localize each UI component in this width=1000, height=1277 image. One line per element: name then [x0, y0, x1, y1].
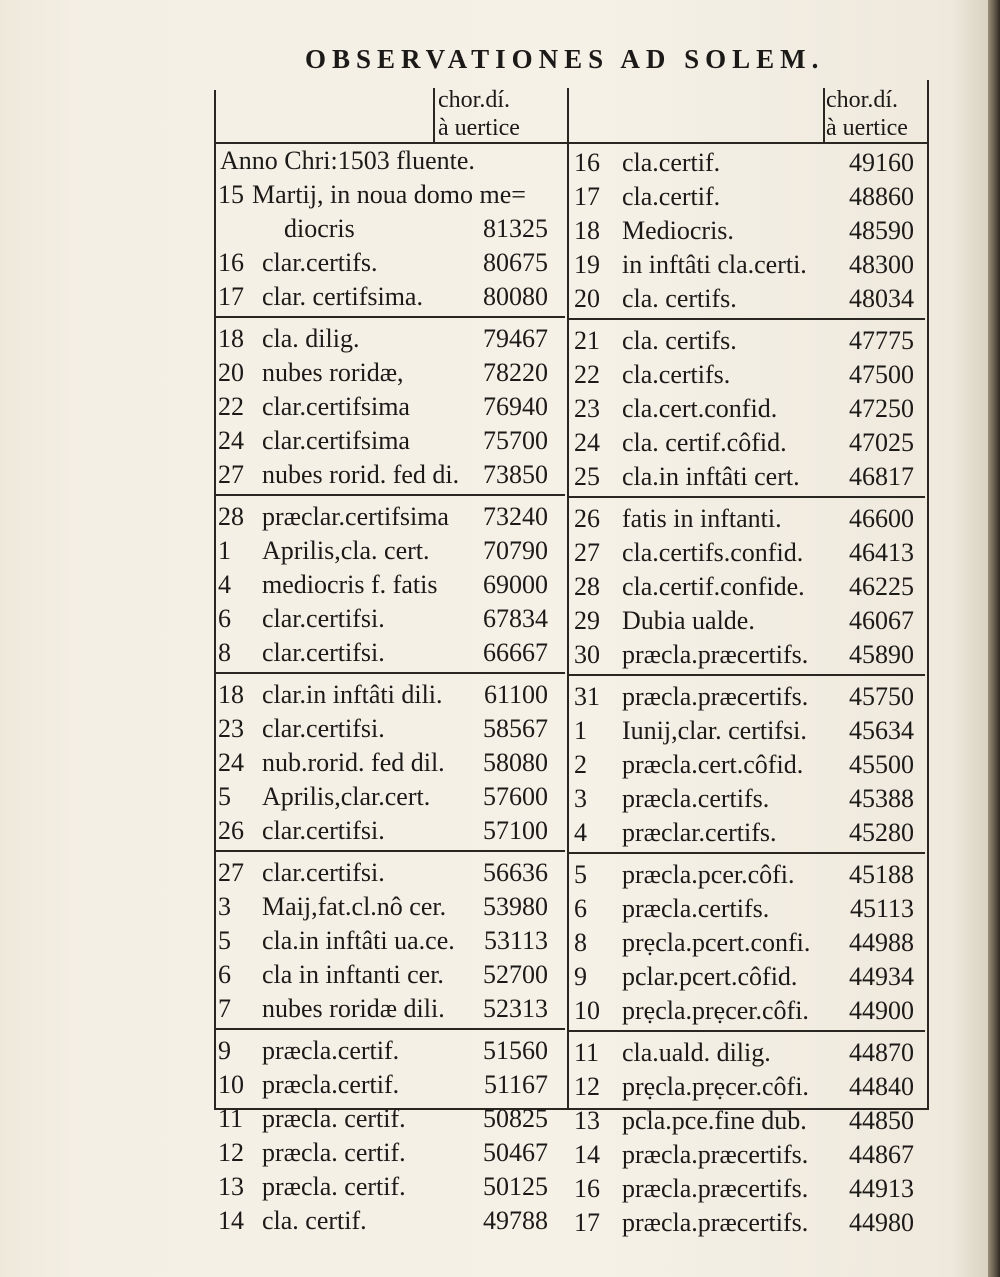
intro-line-2 [218, 178, 563, 212]
row-description: præclar.certifs. [622, 818, 777, 847]
row-value: 70790 [483, 536, 548, 565]
row-value: 50467 [483, 1138, 548, 1167]
row-day: 11 [218, 1104, 244, 1133]
row-value: 46817 [849, 462, 914, 491]
row-description: pclar.pcert.côfid. [622, 962, 798, 991]
row-description: Dubia ualde. [622, 606, 755, 635]
row-description: pcla.pce.fine dub. [622, 1106, 807, 1135]
table-row [574, 1070, 914, 1104]
left-column-header [438, 86, 520, 142]
row-day: 30 [574, 640, 600, 669]
row-day: 6 [218, 960, 231, 989]
row-value: 45113 [849, 894, 914, 923]
table-row [574, 680, 914, 714]
table-row [218, 992, 548, 1026]
right-column-header [826, 86, 908, 142]
row-day: 9 [574, 962, 587, 991]
row-value: 47775 [849, 326, 914, 355]
table-row [574, 1172, 914, 1206]
table-row [218, 246, 548, 280]
row-description: cla.in inftâti cert. [622, 462, 800, 491]
row-day: 11 [574, 1038, 600, 1067]
row-value: 44840 [849, 1072, 914, 1101]
row-day: 9 [218, 1036, 231, 1065]
row-value: 46225 [849, 572, 914, 601]
row-day: 24 [574, 428, 600, 457]
row-description: præcla. certif. [262, 1138, 406, 1167]
row-day: 14 [218, 1206, 244, 1235]
row-value: 44988 [849, 928, 914, 957]
row-day: 25 [574, 462, 600, 491]
table-row [218, 958, 548, 992]
row-day: 26 [218, 816, 244, 845]
table-row [574, 960, 914, 994]
row-description: clar.certifsima [262, 392, 410, 421]
row-value: 44870 [849, 1038, 914, 1067]
row-description: nub.rorid. fed dil. [262, 748, 445, 777]
group-separator-rule [214, 672, 565, 674]
row-description: Aprilis,cla. cert. [262, 536, 430, 565]
table-row [574, 1104, 914, 1138]
row-description: cla. certifs. [622, 284, 737, 313]
table-row [574, 460, 914, 494]
row-description: præcla.pcer.côfi. [622, 860, 795, 889]
table-row [218, 322, 548, 356]
table-row [218, 1170, 548, 1204]
row-value: 61100 [483, 680, 548, 709]
row-day: 8 [218, 638, 231, 667]
right-header-line1: chor.dí. [826, 87, 898, 113]
row-value: 49160 [849, 148, 914, 177]
row-value: 46413 [849, 538, 914, 567]
row-description: præcla.præcertifs. [622, 1174, 809, 1203]
table-row [218, 1034, 548, 1068]
row-description: præcla.præcertifs. [622, 640, 809, 669]
row-description: clar.certifsi. [262, 638, 385, 667]
row-description: clar.certifsi. [262, 714, 385, 743]
row-value: 56636 [483, 858, 548, 887]
row-description: cla. certif. [262, 1206, 367, 1235]
table-row [218, 568, 548, 602]
row-day: 12 [574, 1072, 600, 1101]
row-day: 21 [574, 326, 600, 355]
row-value: 52313 [483, 994, 548, 1023]
row-value: 80675 [483, 248, 548, 277]
table-row [574, 426, 914, 460]
row-value: 46600 [849, 504, 914, 533]
row-value: 52700 [483, 960, 548, 989]
group-separator-rule [214, 850, 565, 852]
left-header-line1: chor.dí. [438, 87, 510, 113]
row-description: præcla. certif. [262, 1104, 406, 1133]
table-row [574, 248, 914, 282]
row-value: 53980 [483, 892, 548, 921]
row-day: 24 [218, 426, 244, 455]
table-row [574, 604, 914, 638]
row-description: præcla.præcertifs. [622, 1140, 809, 1169]
row-description: cla.certif.confide. [622, 572, 805, 601]
row-day: 10 [574, 996, 600, 1025]
table-row [574, 638, 914, 672]
row-value: 48300 [849, 250, 914, 279]
row-value: 73240 [483, 502, 548, 531]
table-row [218, 1102, 548, 1136]
table-row [574, 1206, 914, 1240]
row-day: 22 [218, 392, 244, 421]
row-description: Mediocris. [622, 216, 734, 245]
header-bracket-left [433, 88, 435, 142]
row-value: 44867 [849, 1140, 914, 1169]
row-value: 44980 [849, 1208, 914, 1237]
row-description: præcla.cert.côfid. [622, 750, 804, 779]
intro-line-1 [218, 144, 563, 178]
row-description: præcla.præcertifs. [622, 682, 809, 711]
intro-line-3-value: 81325 [483, 214, 548, 243]
row-value: 67834 [483, 604, 548, 633]
row-day: 2 [574, 750, 587, 779]
row-description: prẹcla.prẹcer.côfi. [622, 1072, 809, 1101]
row-description: præcla.certifs. [622, 784, 770, 813]
row-description: præcla.præcertifs. [622, 1208, 809, 1237]
row-value: 73850 [483, 460, 548, 489]
row-value: 66667 [483, 638, 548, 667]
row-day: 16 [218, 248, 244, 277]
row-description: fatis in inftanti. [622, 504, 782, 533]
table-row [218, 746, 548, 780]
group-separator-rule [214, 1028, 565, 1030]
row-value: 69000 [483, 570, 548, 599]
table-row [218, 602, 548, 636]
row-description: cla.certif. [622, 182, 721, 211]
row-day: 18 [218, 680, 244, 709]
row-description: prẹcla.pcert.confi. [622, 928, 811, 957]
row-value: 44934 [849, 962, 914, 991]
group-separator-rule [569, 496, 925, 498]
row-day: 28 [574, 572, 600, 601]
group-separator-rule [214, 316, 565, 318]
row-description: Iunij,clar. certifsi. [622, 716, 807, 745]
row-day: 23 [218, 714, 244, 743]
row-day: 8 [574, 928, 587, 957]
intro-line-1-text: Anno Chri:1503 fluente. [220, 146, 475, 175]
row-value: 47500 [849, 360, 914, 389]
intro-line-3 [218, 212, 548, 246]
row-description: præcla.certifs. [622, 894, 770, 923]
row-day: 31 [574, 682, 600, 711]
row-day: 26 [574, 504, 600, 533]
row-day: 4 [574, 818, 587, 847]
row-value: 50825 [483, 1104, 548, 1133]
row-description: clar.certifsima [262, 426, 410, 455]
row-value: 48590 [849, 216, 914, 245]
row-day: 6 [574, 894, 587, 923]
row-value: 45750 [849, 682, 914, 711]
row-description: præcla.certif. [262, 1070, 400, 1099]
table-row [218, 280, 548, 314]
row-value: 44900 [849, 996, 914, 1025]
row-description: nubes rorid. fed di. [262, 460, 460, 489]
row-description: cla. certif.côfid. [622, 428, 787, 457]
row-value: 45388 [849, 784, 914, 813]
row-day: 12 [218, 1138, 244, 1167]
row-day: 17 [574, 182, 600, 211]
row-description: præclar.certifsima [262, 502, 449, 531]
row-description: cla.uald. dilig. [622, 1038, 771, 1067]
row-description: cla in inftanti cer. [262, 960, 444, 989]
row-value: 45634 [849, 716, 914, 745]
table-row [218, 424, 548, 458]
table-row [574, 892, 914, 926]
row-description: mediocris f. fatis [262, 570, 438, 599]
table-row [218, 712, 548, 746]
table-row [574, 502, 914, 536]
table-row [218, 814, 548, 848]
row-day: 14 [574, 1140, 600, 1169]
row-value: 45890 [849, 640, 914, 669]
row-value: 79467 [483, 324, 548, 353]
row-description: in inftâti cla.certi. [622, 250, 807, 279]
row-day: 27 [574, 538, 600, 567]
table-row [574, 816, 914, 850]
page-edge-shadow [988, 0, 1000, 1277]
group-separator-rule [569, 852, 925, 854]
table-row [218, 1204, 548, 1238]
intro-day: 15 [218, 180, 244, 209]
table-row [218, 780, 548, 814]
right-table-border [927, 80, 929, 1110]
row-day: 23 [574, 394, 600, 423]
row-day: 13 [218, 1172, 244, 1201]
table-row [218, 924, 548, 958]
row-value: 48034 [849, 284, 914, 313]
row-day: 16 [574, 148, 600, 177]
row-description: prẹcla.prẹcer.côfi. [622, 996, 809, 1025]
row-description: clar. certifsima. [262, 282, 423, 311]
row-description: cla.certifs. [622, 360, 731, 389]
row-value: 50125 [483, 1172, 548, 1201]
table-row [218, 390, 548, 424]
row-value: 49788 [483, 1206, 548, 1235]
table-row [218, 636, 548, 670]
row-value: 58567 [483, 714, 548, 743]
row-day: 5 [218, 782, 231, 811]
row-day: 3 [574, 784, 587, 813]
row-day: 24 [218, 748, 244, 777]
table-row [574, 858, 914, 892]
header-bracket-right [823, 88, 825, 142]
row-day: 7 [218, 994, 231, 1023]
row-description: cla. dilig. [262, 324, 360, 353]
table-row [574, 926, 914, 960]
table-row [218, 356, 548, 390]
row-day: 5 [574, 860, 587, 889]
row-value: 58080 [483, 748, 548, 777]
row-description: clar.certifsi. [262, 604, 385, 633]
row-value: 45280 [849, 818, 914, 847]
table-row [574, 1036, 914, 1070]
row-description: præcla.certif. [262, 1036, 400, 1065]
table-row [574, 214, 914, 248]
row-day: 28 [218, 502, 244, 531]
row-day: 3 [218, 892, 231, 921]
right-header-line2: à uertice [826, 115, 908, 141]
table-row [574, 146, 914, 180]
left-table-border [214, 90, 216, 1110]
row-day: 20 [574, 284, 600, 313]
row-description: nubes roridæ, [262, 358, 404, 387]
row-day: 6 [218, 604, 231, 633]
left-header-line2: à uertice [438, 115, 520, 141]
row-description: cla.certif. [622, 148, 721, 177]
row-day: 16 [574, 1174, 600, 1203]
table-row [218, 890, 548, 924]
row-day: 27 [218, 858, 244, 887]
row-value: 45500 [849, 750, 914, 779]
row-value: 44913 [849, 1174, 914, 1203]
row-description: Maij,fat.cl.nô cer. [262, 892, 447, 921]
row-value: 80080 [483, 282, 548, 311]
center-table-divider [567, 88, 569, 1110]
table-row [574, 782, 914, 816]
row-description: clar.certifs. [262, 248, 378, 277]
table-row [574, 536, 914, 570]
row-value: 47250 [849, 394, 914, 423]
row-description: præcla. certif. [262, 1172, 406, 1201]
row-day: 27 [218, 460, 244, 489]
table-row [574, 714, 914, 748]
row-day: 13 [574, 1106, 600, 1135]
header-rule-right [567, 142, 927, 144]
row-value: 78220 [483, 358, 548, 387]
table-row [574, 1138, 914, 1172]
intro-line-3-text: diocris [284, 214, 355, 243]
table-row [574, 570, 914, 604]
row-day: 10 [218, 1070, 244, 1099]
row-description: clar.in inftâti dili. [262, 680, 443, 709]
row-day: 4 [218, 570, 231, 599]
row-day: 1 [574, 716, 587, 745]
table-row [574, 994, 914, 1028]
table-row [574, 324, 914, 358]
group-separator-rule [569, 318, 925, 320]
row-value: 48860 [849, 182, 914, 211]
row-day: 17 [218, 282, 244, 311]
row-description: clar.certifsi. [262, 858, 385, 887]
table-row [218, 500, 548, 534]
row-value: 47025 [849, 428, 914, 457]
row-description: clar.certifsi. [262, 816, 385, 845]
row-day: 19 [574, 250, 600, 279]
group-separator-rule [214, 494, 565, 496]
row-value: 46067 [849, 606, 914, 635]
table-row [218, 1136, 548, 1170]
row-description: cla.in inftâti ua.ce. [262, 926, 455, 955]
row-day: 18 [574, 216, 600, 245]
row-description: cla.cert.confid. [622, 394, 778, 423]
row-day: 5 [218, 926, 231, 955]
row-value: 45188 [849, 860, 914, 889]
table-row [218, 534, 548, 568]
table-row [574, 392, 914, 426]
intro-line-2-text: Martij, in noua domo me= [252, 180, 526, 209]
row-day: 17 [574, 1208, 600, 1237]
row-day: 1 [218, 536, 231, 565]
row-value: 57100 [483, 816, 548, 845]
row-day: 20 [218, 358, 244, 387]
row-description: nubes roridæ dili. [262, 994, 445, 1023]
row-value: 75700 [483, 426, 548, 455]
group-separator-rule [569, 674, 925, 676]
table-row [218, 458, 548, 492]
row-value: 44850 [849, 1106, 914, 1135]
table-row [574, 358, 914, 392]
table-row [218, 1068, 548, 1102]
page-heading: OBSERVATIONES AD SOLEM. [305, 44, 825, 74]
row-description: Aprilis,clar.cert. [262, 782, 431, 811]
row-day: 18 [218, 324, 244, 353]
row-value: 51167 [483, 1070, 548, 1099]
table-row [574, 748, 914, 782]
row-day: 22 [574, 360, 600, 389]
group-separator-rule [569, 1030, 925, 1032]
row-description: cla. certifs. [622, 326, 737, 355]
row-value: 57600 [483, 782, 548, 811]
row-value: 51560 [483, 1036, 548, 1065]
table-row [574, 180, 914, 214]
row-description: cla.certifs.confid. [622, 538, 804, 567]
table-row [574, 282, 914, 316]
table-row [218, 678, 548, 712]
row-value: 76940 [483, 392, 548, 421]
row-value: 53113 [483, 926, 548, 955]
table-row [218, 856, 548, 890]
row-day: 29 [574, 606, 600, 635]
